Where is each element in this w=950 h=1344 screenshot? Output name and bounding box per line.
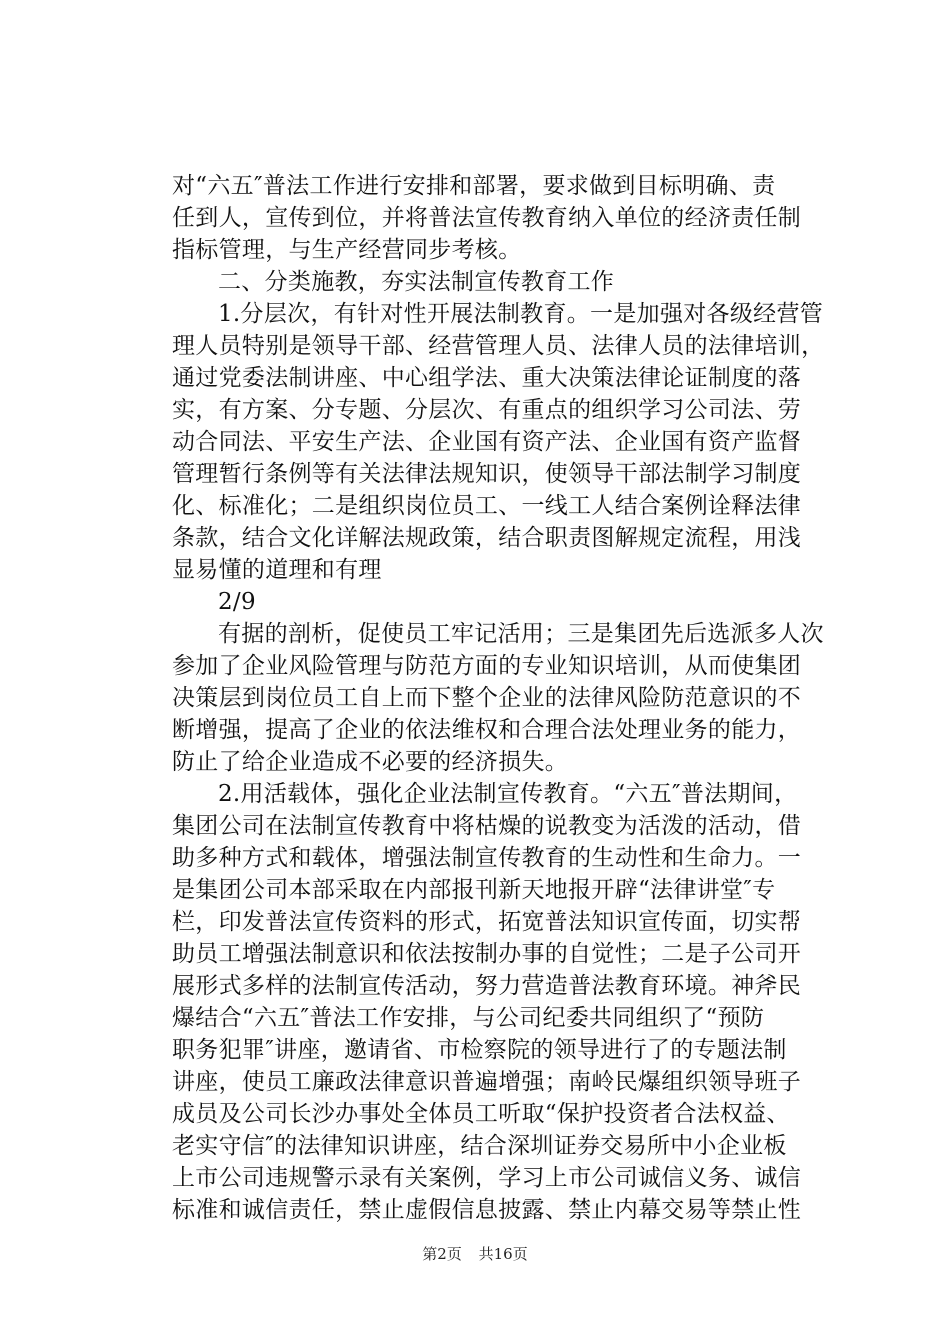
page-footer xyxy=(0,1243,950,1264)
text-line: 2/9 xyxy=(218,589,256,615)
paragraph xyxy=(172,618,832,778)
text-line: 有据的剖析，促使员工牢记活用；三是集团先后选派多人次 xyxy=(218,621,824,647)
paragraph xyxy=(172,298,832,586)
text-line: 对“六五″普法工作进行安排和部署，要求做到目标明确、责 xyxy=(172,173,776,199)
text-line: 老实守信″的法律知识讲座，结合深圳证券交易所中小企业板 xyxy=(172,1133,787,1159)
text-line: 上市公司违规警示录有关案例，学习上市公司诚信义务、诚信 xyxy=(172,1165,802,1191)
text-line: 指标管理，与生产经营同步考核。 xyxy=(172,237,522,263)
text-line: 显易懂的道理和有理 xyxy=(172,557,382,583)
text-line: 集团公司在法制宣传教育中将枯燥的说教变为活泼的活动，借 xyxy=(172,813,802,839)
page-number: 第2页 xyxy=(422,1245,462,1263)
text-line: 决策层到岗位员工自上而下整个企业的法律风险防范意识的不 xyxy=(172,685,802,711)
text-line: 动合同法、平安生产法、企业国有资产法、企业国有资产监督 xyxy=(172,429,802,455)
text-line: 职务犯罪″讲座，邀请省、市检察院的领导进行了的专题法制 xyxy=(172,1037,787,1063)
text-line: 1.分层次，有针对性开展法制教育。一是加强对各级经营管 xyxy=(218,301,824,327)
page-total: 共16页 xyxy=(478,1245,528,1263)
text-line: 二、分类施教，夯实法制宣传教育工作 xyxy=(218,269,615,295)
paragraph xyxy=(172,586,832,618)
text-line: 助多种方式和载体，增强法制宣传教育的生动性和生命力。一 xyxy=(172,845,802,871)
text-line: 是集团公司本部采取在内部报刊新天地报开辟“法律讲堂″专 xyxy=(172,877,776,903)
paragraph xyxy=(172,778,832,1226)
text-line: 爆结合“六五″普法工作安排，与公司纪委共同组织了“预防 xyxy=(172,1005,765,1031)
text-line: 实，有方案、分专题、分层次、有重点的组织学习公司法、劳 xyxy=(172,397,802,423)
text-line: 助员工增强法制意识和依法按制办事的自觉性；二是子公司开 xyxy=(172,941,802,967)
text-line: 理人员特别是领导干部、经营管理人员、法律人员的法律培训， xyxy=(172,333,825,359)
text-line: 通过党委法制讲座、中心组学法、重大决策法律论证制度的落 xyxy=(172,365,802,391)
text-line: 任到人，宣传到位，并将普法宣传教育纳入单位的经济责任制 xyxy=(172,205,802,231)
text-line: 防止了给企业造成不必要的经济损失。 xyxy=(172,749,569,775)
text-line: 栏，印发普法宣传资料的形式，拓宽普法知识宣传面，切实帮 xyxy=(172,909,802,935)
text-line: 标准和诚信责任，禁止虚假信息披露、禁止内幕交易等禁止性 xyxy=(172,1197,802,1223)
body-text xyxy=(172,170,832,1226)
text-line: 断增强，提高了企业的依法维权和合理合法处理业务的能力， xyxy=(172,717,802,743)
paragraph xyxy=(172,170,832,266)
text-line: 化、标准化；二是组织岗位员工、一线工人结合案例诠释法律 xyxy=(172,493,802,519)
paragraph xyxy=(172,266,832,298)
text-line: 2.用活载体，强化企业法制宣传教育。“六五″普法期间， xyxy=(218,781,798,807)
text-line: 参加了企业风险管理与防范方面的专业知识培训，从而使集团 xyxy=(172,653,802,679)
text-line: 讲座，使员工廉政法律意识普遍增强；南岭民爆组织领导班子 xyxy=(172,1069,802,1095)
text-line: 成员及公司长沙办事处全体员工听取“保护投资者合法权益、 xyxy=(172,1101,790,1127)
text-line: 条款，结合文化详解法规政策，结合职责图解规定流程，用浅 xyxy=(172,525,802,551)
text-line: 展形式多样的法制宣传活动，努力营造普法教育环境。神斧民 xyxy=(172,973,802,999)
text-line: 管理暂行条例等有关法律法规知识，使领导干部法制学习制度 xyxy=(172,461,802,487)
